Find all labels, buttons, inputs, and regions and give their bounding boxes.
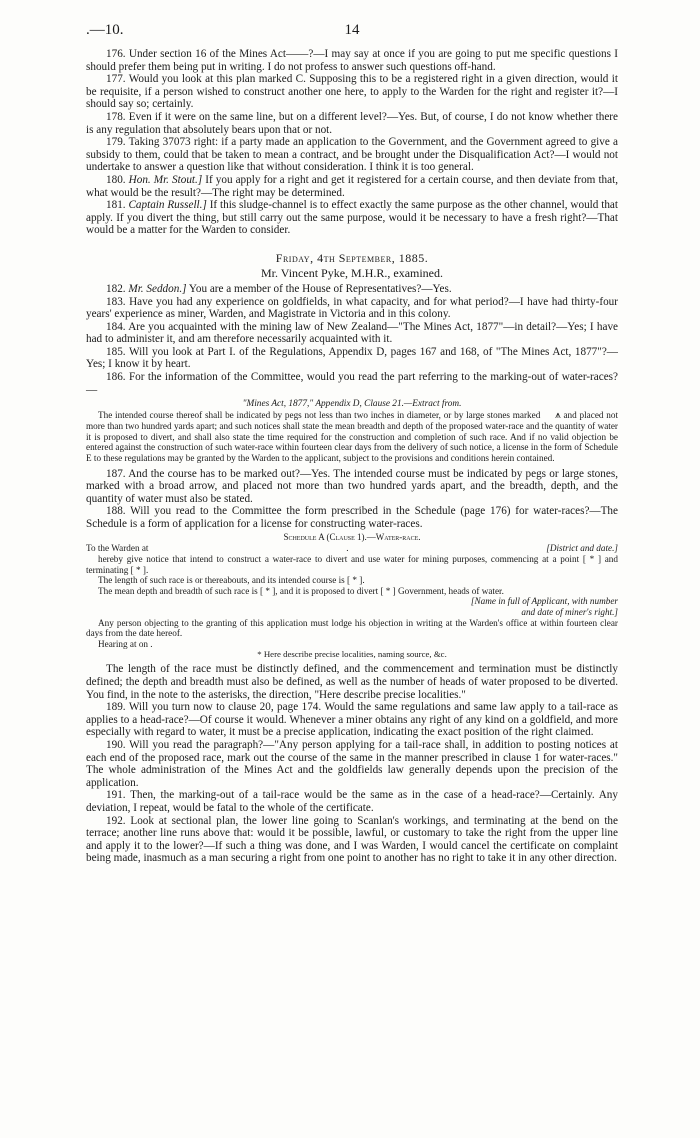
paragraph-182 bbox=[86, 283, 618, 296]
paragraph-184: 184. Are you acquainted with the mining law of New Zealand—"The Mines Act, 1877"—in detail?—Yes; I have had to administer it, and am therefore necessarily acquainted with it. bbox=[86, 320, 618, 346]
speaker: Captain Russell.] bbox=[128, 199, 207, 212]
schedule-district: [District and date.] bbox=[546, 543, 618, 554]
schedule-line-3: The mean depth and breadth of such race is [ * ], and it is proposed to divert [ * ] Government, heads of water. bbox=[98, 585, 504, 596]
speaker: Mr. Seddon.] bbox=[128, 282, 187, 295]
paragraph-190: 190. Will you read the paragraph?—"Any person applying for a tail-race shall, in addition to posting notices at each end of the proposed race, mark out the course of the same in the manner prescribed in clause 1 for water-races." The whole administration of the Mines Act and the goldfields law generally depends upon the precision of the application. bbox=[86, 738, 618, 789]
paragraph-192: 192. Look at sectional plan, the lower line going to Scanlan's workings, and terminating at the bend on the terrace; another line runs above that: would it be possible, lawful, or customary to take the right from the upper line and apply it to the lower?—If such a thing was done, and I was Warden, I would cancel the certificate on complaint being made, inasmuch as a man securing a right from one point to another has no right to take it in any other direction. bbox=[86, 814, 618, 865]
extract-part-1: The intended course thereof shall be indicated by pegs not less than two inches in diameter, or by large stones marked bbox=[98, 410, 541, 421]
question-number: 181. bbox=[106, 199, 126, 212]
session-date: Friday, 4th September, 1885. bbox=[275, 250, 429, 265]
page-number: 14 bbox=[344, 22, 360, 38]
broad-arrow-icon: ⩚ bbox=[555, 410, 561, 422]
paper-code: .—10. bbox=[86, 22, 124, 38]
schedule-line-1: hereby give notice that intend to construct a water-race to divert and use water for mining purposes, commencing at a point [ * ] and terminating [ * ]. bbox=[86, 554, 618, 575]
paragraph-185: 185. Will you look at Part I. of the Regulations, Appendix D, pages 167 and 168, of "The Mines Act, 1877"?—Yes; I know it by heart. bbox=[86, 345, 618, 371]
paragraph-187: 187. And the course has to be marked out?—Yes. The intended course must be indicated by pegs or large stones, marked with a broad arrow, and placed not more than two hundred yards apart, and the breadth, depth, and the quantity of water must also be stated. bbox=[86, 467, 618, 505]
paragraph-176: 176. Under section 16 of the Mines Act——?—I may say at once if you are going to put me specific questions I should prefer them being put in writing. I do not profess to answer such questions off-hand. bbox=[86, 48, 618, 73]
question-number: 182. bbox=[106, 282, 126, 295]
schedule-title: Schedule A (Clause 1).—Water-race. bbox=[283, 532, 421, 543]
paragraph-181 bbox=[86, 199, 618, 237]
paragraph-race-defined: The length of the race must be distinctly defined, and the commencement and termination must be distinctly defined; the depth and breadth must also be defined, as well as the number of heads of water proposed to be diverted. You find, in the note to the asterisks, the direction, "Here describe precise localities." bbox=[86, 663, 618, 701]
paragraph-188: 188. Will you read to the Committee the form prescribed in the Schedule (page 176) for water-races?—The Schedule is a form of application for a license for constructing water-races. bbox=[86, 505, 618, 530]
paragraph-191: 191. Then, the marking-out of a tail-race would be the same as in the case of a head-race?—Certainly. Any deviation, I repeat, would be fatal to the whole of the certificate. bbox=[86, 789, 618, 814]
paragraph-183: 183. Have you had any experience on goldfields, in what capacity, and for what period?—I have had thirty-four years' experience as miner, Warden, and Magistrate in Victoria and in this colony. bbox=[86, 295, 618, 321]
schedule-hearing: Hearing at on . bbox=[98, 638, 153, 649]
schedule-line-2: The length of such race is or thereabouts, and its intended course is [ * ]. bbox=[98, 575, 365, 586]
schedule-signature-2: and date of miner's right.] bbox=[521, 607, 618, 618]
paragraph-179: 179. Taking 37073 right: if a party made an application to the Government, and the Government agreed to give a subsidy to them, could that be taken to mean a contract, and be brought under the Disqualification Act?—I would not undertake to answer a question like that without consideration. I think it is too general. bbox=[86, 136, 618, 174]
schedule-to: To the Warden at bbox=[86, 543, 149, 554]
extract-title: "Mines Act, 1877," Appendix D, Clause 21.—Extract from. bbox=[242, 399, 462, 410]
question-text: You are a member of the House of Representatives?—Yes. bbox=[188, 282, 452, 295]
document-body bbox=[86, 48, 618, 865]
question-number: 180. bbox=[106, 173, 126, 186]
extract-part-2: and placed not more than two hundred yards apart; and such notices shall state the mean breadth and depth of the proposed water-race and the quantity of water it is proposed to divert, and shall also state the time required for the construction and completion of such race. And if no valid objection be entered against the construction of such water-race within fourteen clear days from the delivery of such notice, a license in the form of Schedule E to these regulations may be granted by the Warden to the applicant, subject to the provisions and conditions herein contained. bbox=[86, 410, 618, 463]
witness-heading: Mr. Vincent Pyke, M.H.R., examined. bbox=[260, 265, 444, 280]
schedule-dot: . bbox=[346, 543, 349, 554]
paragraph-180 bbox=[86, 174, 618, 199]
paragraph-189: 189. Will you turn now to clause 20, page 174. Would the same regulations and same law apply to a tail-race as applies to a head-race?—Of course it would. Whenever a miner obtains any right of any kind on a goldfield, and more especially with regard to water, it must be a precise application, indicating the exact position of the right claimed. bbox=[86, 701, 618, 739]
speaker: Hon. Mr. Stout.] bbox=[128, 173, 203, 186]
schedule-address-row bbox=[86, 543, 618, 554]
paragraph-177: 177. Would you look at this plan marked C. Supposing this to be a registered right in a given direction, would it be requisite, if a person wished to construct another one here, to apply to the Warden for the right and register it?—I should say so; certainly. bbox=[86, 73, 618, 111]
extract-text bbox=[86, 410, 618, 463]
schedule-footnote: * Here describe precise localities, naming source, &c. bbox=[257, 649, 447, 660]
question-text: If this sludge-channel is to effect exactly the same purpose as the other channel, would that apply. If you divert the thing, but still carry out the same purpose, would it be necessary to have a fresh right?—That would be a matter for the Warden to consider. bbox=[86, 199, 618, 237]
question-text: If you apply for a right and get it registered for a certain course, and then deviate from that, what would be the result?—The right may be determined. bbox=[86, 173, 619, 199]
schedule-signature-1: [Name in full of Applicant, with number bbox=[470, 596, 618, 607]
schedule-objection: Any person objecting to the granting of this application must lodge his objection in writing at the Warden's office at within fourteen clear days from the date hereof. bbox=[86, 617, 618, 639]
paragraph-178: 178. Even if it were on the same line, but on a different level?—Yes. But, of course, I do not know whether there is any regulation that absolutely bears upon that or not. bbox=[86, 110, 618, 136]
page-header bbox=[86, 22, 618, 44]
paragraph-186: 186. For the information of the Committee, would you read the part referring to the marking-out of water-races?— bbox=[86, 371, 618, 396]
